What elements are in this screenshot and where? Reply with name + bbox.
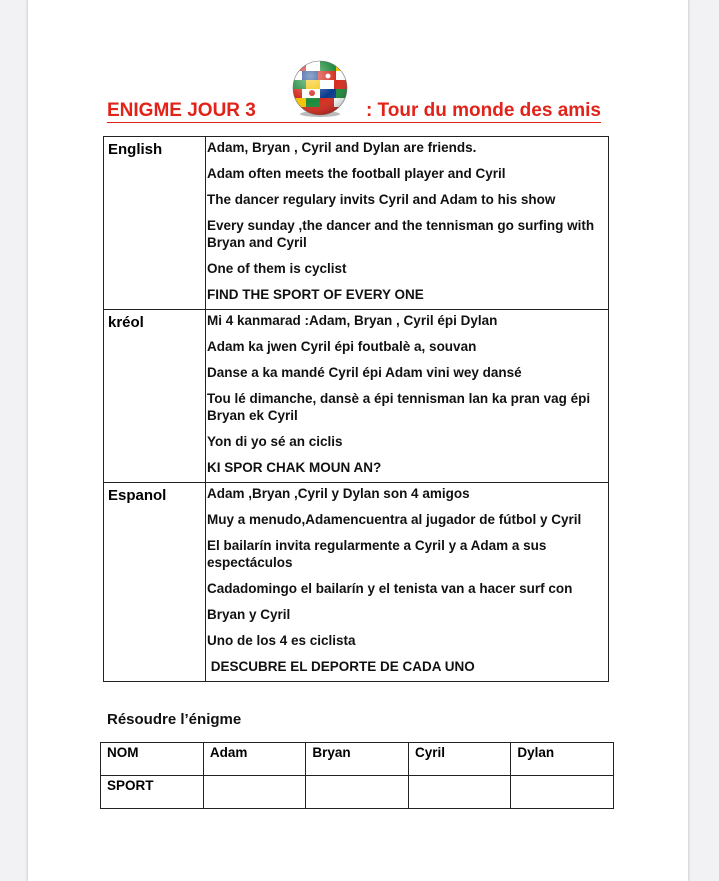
title-right: : Tour du monde des amis bbox=[365, 100, 601, 121]
answer-row-names bbox=[101, 743, 614, 776]
language-label: kréol bbox=[104, 310, 206, 483]
page-title bbox=[107, 100, 601, 122]
riddle-line: Adam often meets the football player and Cyril bbox=[207, 166, 506, 181]
answer-input-cell[interactable] bbox=[511, 776, 614, 809]
answer-cell: Cyril bbox=[409, 743, 511, 776]
title-left: ENIGME JOUR 3 bbox=[107, 100, 256, 121]
title-underline bbox=[107, 122, 601, 123]
riddle-line: Yon di yo sé an ciclis bbox=[207, 434, 343, 449]
solve-heading: Résoudre l’énigme bbox=[107, 711, 242, 728]
answer-input-cell[interactable] bbox=[203, 776, 306, 809]
riddle-lines bbox=[206, 137, 609, 310]
answer-cell: NOM bbox=[101, 743, 204, 776]
answer-cell: SPORT bbox=[101, 776, 204, 809]
answer-cell: Adam bbox=[203, 743, 306, 776]
riddle-line: Adam, Bryan , Cyril and Dylan are friends. bbox=[207, 140, 477, 155]
answer-input-cell[interactable] bbox=[409, 776, 511, 809]
riddle-line: FIND THE SPORT OF EVERY ONE bbox=[207, 287, 424, 302]
riddle-line: Uno de los 4 es ciclista bbox=[207, 633, 356, 648]
riddle-line: The dancer regulary invits Cyril and Adam to his show bbox=[207, 192, 556, 207]
riddle-row-espanol bbox=[104, 483, 609, 682]
answer-cell: Dylan bbox=[511, 743, 614, 776]
answer-row-sports bbox=[101, 776, 614, 809]
riddle-row-kreol bbox=[104, 310, 609, 483]
riddle-line: Every sunday ,the dancer and the tennisman go surfing with Bryan and Cyril bbox=[207, 218, 595, 250]
riddle-line: One of them is cyclist bbox=[207, 261, 347, 276]
riddle-row-english bbox=[104, 137, 609, 310]
riddle-line: KI SPOR CHAK MOUN AN? bbox=[207, 460, 382, 475]
answer-cell: Bryan bbox=[306, 743, 409, 776]
riddle-line: Danse a ka mandé Cyril épi Adam vini wey dansé bbox=[207, 365, 522, 380]
language-label: English bbox=[104, 137, 206, 310]
riddle-line: Mi 4 kanmarad :Adam, Bryan , Cyril épi Dylan bbox=[207, 313, 498, 328]
riddle-line: Bryan y Cyril bbox=[207, 607, 291, 622]
riddle-lines bbox=[206, 483, 609, 682]
riddle-line: Tou lé dimanche, dansè a épi tennisman lan ka pran vag épi Bryan ek Cyril bbox=[207, 391, 591, 423]
riddle-table bbox=[103, 136, 609, 682]
language-label: Espanol bbox=[104, 483, 206, 682]
riddle-line: DESCUBRE EL DEPORTE DE CADA UNO bbox=[207, 659, 475, 674]
riddle-line: Adam ka jwen Cyril épi foutbalè a, souvan bbox=[207, 339, 477, 354]
riddle-line: Cadadomingo el bailarín y el tenista van a hacer surf con bbox=[207, 581, 573, 596]
answer-table bbox=[100, 742, 614, 809]
answer-input-cell[interactable] bbox=[306, 776, 409, 809]
riddle-line: El bailarín invita regularmente a Cyril y a Adam a sus espectáculos bbox=[207, 538, 547, 570]
riddle-line: Muy a menudo,Adamencuentra al jugador de fútbol y Cyril bbox=[207, 512, 582, 527]
riddle-line: Adam ,Bryan ,Cyril y Dylan son 4 amigos bbox=[207, 486, 470, 501]
riddle-lines bbox=[206, 310, 609, 483]
